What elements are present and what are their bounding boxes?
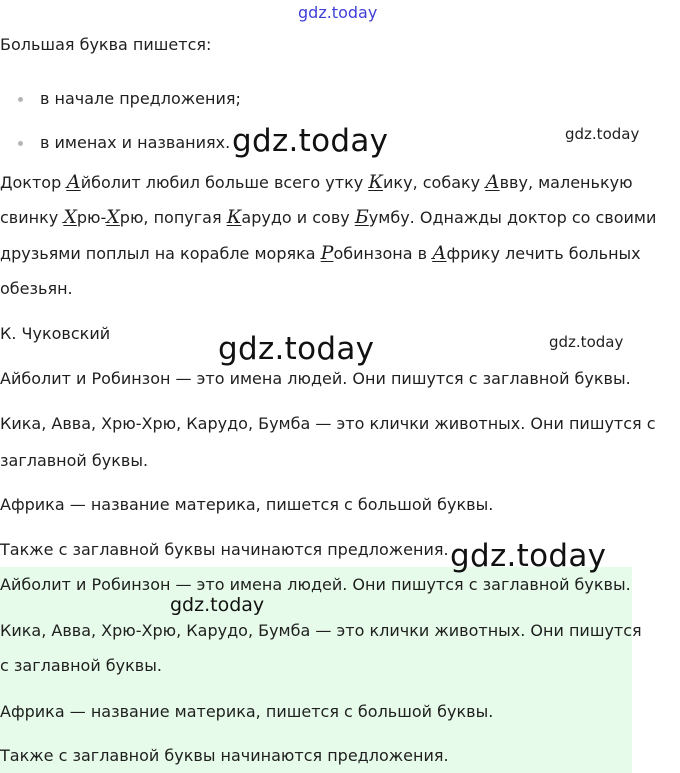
answer-paragraph: Также с заглавной буквы начинаются предложения. — [0, 540, 449, 559]
answer-paragraph: Кика, Авва, Хрю-Хрю, Карудо, Бумба — это клички животных. Они пишутся — [0, 621, 642, 640]
story-line: Доктор Айболит любил больше всего утку Кику, собаку Авву, маленькую — [0, 171, 633, 193]
answer-paragraph: Айболит и Робинзон — это имена людей. Они пишутся с заглавной буквы. — [0, 575, 631, 594]
watermark: gdz.today — [170, 594, 265, 616]
answer-paragraph: Африка — название материка, пишется с большой буквы. — [0, 702, 494, 721]
author: К. Чуковский — [0, 324, 111, 343]
answer-paragraph: Кика, Авва, Хрю-Хрю, Карудо, Бумба — это клички животных. Они пишутся с — [0, 414, 656, 433]
bullet-dot — [18, 97, 23, 102]
answer-paragraph: с заглавной буквы. — [0, 656, 162, 675]
story-line: обезьян. — [0, 279, 73, 298]
answer-paragraph: Африка — название материка, пишется с большой буквы. — [0, 495, 494, 514]
intro-text: Большая буква пишется: — [0, 35, 212, 54]
bullet-item: в именах и названиях. — [40, 133, 231, 152]
answer-paragraph: Айболит и Робинзон — это имена людей. Они пишутся с заглавной буквы. — [0, 369, 631, 388]
watermark: gdz.today — [549, 333, 624, 351]
answer-paragraph: Также с заглавной буквы начинаются предложения. — [0, 746, 449, 765]
watermark: gdz.today — [450, 538, 607, 574]
bullet-dot — [18, 141, 23, 146]
watermark-top: gdz.today — [298, 3, 378, 22]
story-line: друзьями поплыл на корабле моряка Робинзона в Африку лечить больных — [0, 242, 641, 264]
watermark: gdz.today — [218, 331, 375, 367]
bullet-item: в начале предложения; — [40, 89, 241, 108]
story-line: свинку Хрю-Хрю, попугая Карудо и сову Бумбу. Однажды доктор со своими — [0, 206, 657, 228]
answer-paragraph: заглавной буквы. — [0, 451, 149, 470]
watermark: gdz.today — [565, 125, 640, 143]
watermark: gdz.today — [232, 123, 389, 159]
